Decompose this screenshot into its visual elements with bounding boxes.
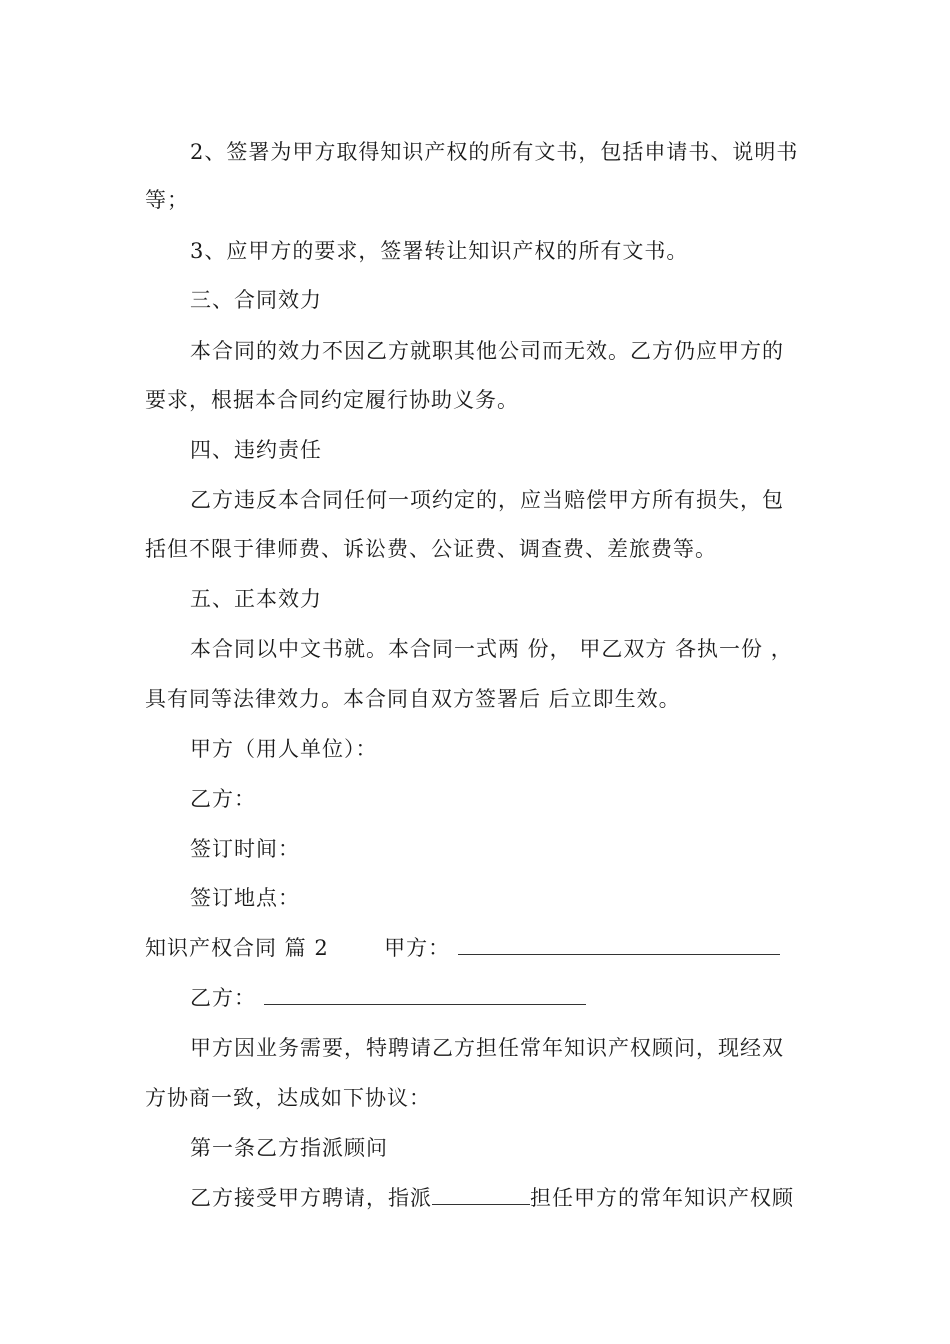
paragraph-line: 要求，根据本合同约定履行协助义务。 [145,388,519,412]
contract-title-line [145,934,780,962]
paragraph-line: 甲方因业务需要，特聘请乙方担任常年知识产权顾问，现经双 [190,1036,784,1060]
party-a-blank [458,934,780,955]
party-b-label: 乙方： [190,986,256,1010]
assign-text-end: 担任甲方的常年知识产权顾 [530,1186,794,1210]
paragraph-line: 括但不限于律师费、诉讼费、公证费、调查费、差旅费等。 [145,537,717,561]
paragraph-line: 等； [145,188,189,212]
section-heading: 四、违约责任 [190,438,322,462]
article-heading: 第一条乙方指派顾问 [190,1136,388,1160]
party-b-line [190,984,586,1012]
assign-text-start: 乙方接受甲方聘请，指派 [190,1186,432,1210]
paragraph-line: 3、应甲方的要求，签署转让知识产权的所有文书。 [190,239,689,263]
paragraph-line: 方协商一致，达成如下协议： [145,1086,431,1110]
party-b-blank [264,984,586,1005]
party-a-label: 甲方： [384,936,451,960]
signature-party-b: 乙方： [190,787,256,811]
paragraph-line [190,1184,794,1212]
paragraph-line: 具有同等法律效力。本合同自双方签署后 后立即生效。 [145,687,681,711]
contract-title: 知识产权合同 篇 2 [145,936,329,960]
advisor-name-blank [432,1184,530,1205]
paragraph-line: 乙方违反本合同任何一项约定的，应当赔偿甲方所有损失，包 [190,488,784,512]
section-heading: 五、正本效力 [190,587,322,611]
section-heading: 三、合同效力 [190,288,322,312]
signature-party-a: 甲方（用人单位）： [190,737,378,761]
signing-date: 签订时间： [190,837,300,861]
signing-place: 签订地点： [190,886,300,910]
paragraph-line: 2、签署为甲方取得知识产权的所有文书，包括申请书、说明书 [190,140,799,164]
paragraph-line: 本合同的效力不因乙方就职其他公司而无效。乙方仍应甲方的 [190,339,784,363]
paragraph-line: 本合同以中文书就。本合同一式两 份， 甲乙双方 各执一份 ， [190,637,793,661]
